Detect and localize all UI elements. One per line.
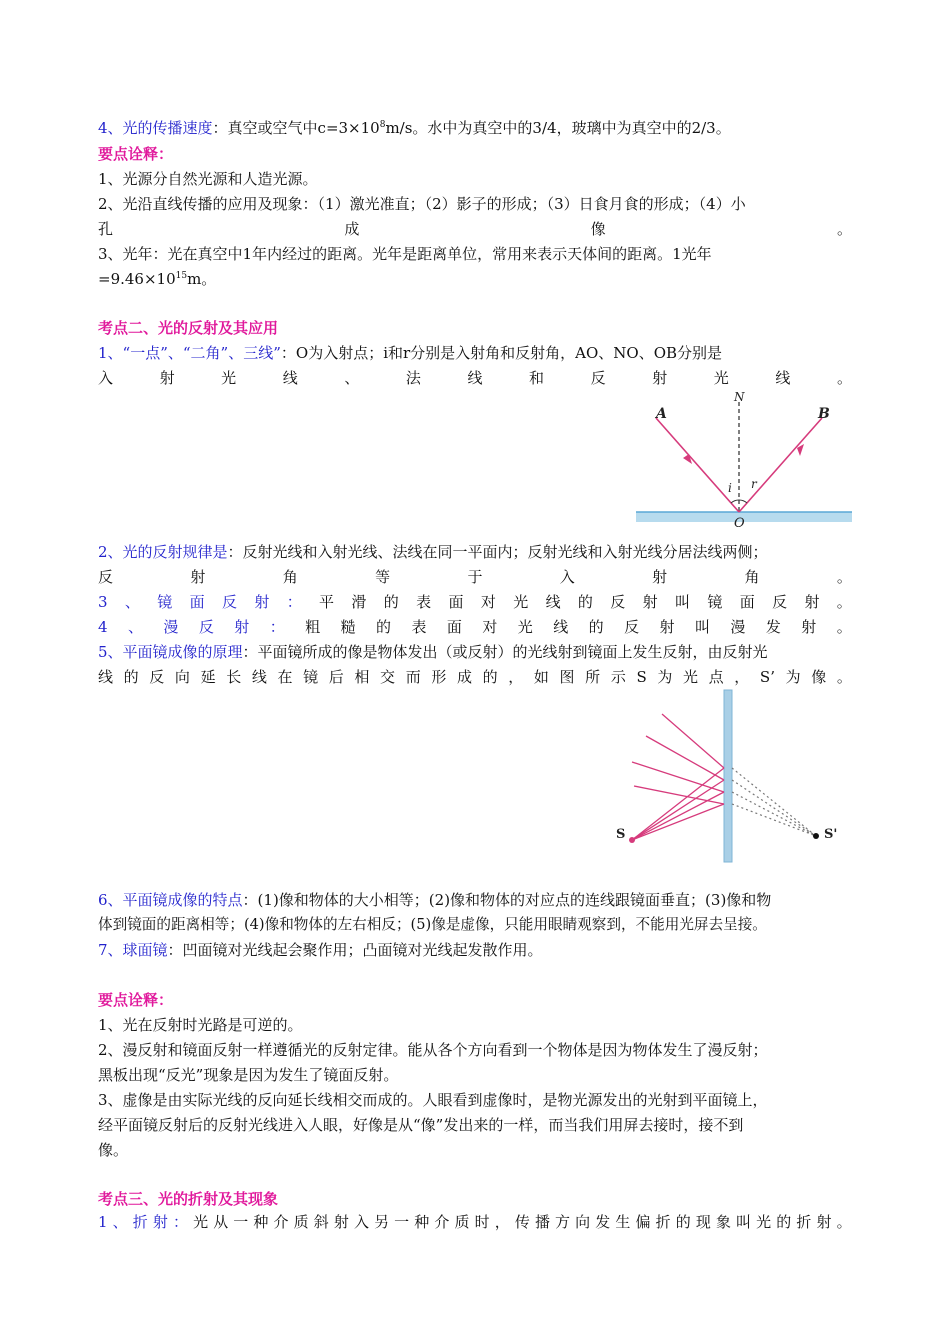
word: 法 xyxy=(405,369,421,387)
sec2-p5 xyxy=(98,640,852,664)
label-B: B xyxy=(818,406,830,422)
word: 。 xyxy=(836,369,852,387)
word: 的 xyxy=(588,618,604,636)
word: 射 xyxy=(659,618,675,636)
word: 发 xyxy=(765,618,781,636)
word: 入 xyxy=(353,1213,369,1231)
sec2-p2b xyxy=(98,565,852,589)
sec2-p1b xyxy=(98,366,852,390)
reflected-ray xyxy=(739,418,822,512)
note1-line1: 1、光源分自然光源和人造光源。 xyxy=(98,170,318,188)
word: 折 xyxy=(132,1213,148,1231)
word: 延 xyxy=(200,668,216,686)
note1-heading: 要点诠释： xyxy=(98,145,174,163)
word: 后 xyxy=(328,668,344,686)
word: 射 xyxy=(159,369,175,387)
virtual-rays xyxy=(732,768,816,836)
sec2-p1-label: 1、“一点”、“二角”、三线” xyxy=(98,344,281,362)
word: 成 xyxy=(456,668,472,686)
word: 面 xyxy=(189,593,205,611)
word: 和 xyxy=(529,369,545,387)
sec2-p2 xyxy=(98,540,852,564)
sec2-p5b xyxy=(98,665,852,689)
section2-title: 考点二、光的反射及其应用 xyxy=(98,319,279,337)
word: 线 xyxy=(775,369,791,387)
word: 叫 xyxy=(675,593,691,611)
word: 示 xyxy=(610,668,626,686)
word: 光 xyxy=(517,618,533,636)
virt-2 xyxy=(732,780,816,836)
word: 反 xyxy=(610,593,626,611)
word: 向 xyxy=(174,668,190,686)
word: 斜 xyxy=(313,1213,329,1231)
image-point xyxy=(813,833,819,839)
word: 线 xyxy=(467,369,483,387)
sec2-p2-label: 2、光的反射规律是 xyxy=(98,543,228,561)
sec2-p1 xyxy=(98,341,852,365)
word: 射 xyxy=(652,369,668,387)
ray-3 xyxy=(632,792,724,840)
word: 光 xyxy=(756,1213,772,1231)
word: 面 xyxy=(739,593,755,611)
word: 一 xyxy=(233,1213,249,1231)
note1-line3: 3、光年：光在真空中1年内经过的距离。光年是距离单位，常用来表示天体间的距离。1光年 xyxy=(98,245,712,263)
word: 4 xyxy=(98,618,108,636)
word: 等 xyxy=(375,568,391,586)
word: ， xyxy=(494,1213,510,1231)
word: 长 xyxy=(226,668,242,686)
sec2-p7-label: 7、球面镜 xyxy=(98,941,168,959)
word: 漫 xyxy=(163,618,179,636)
word: 、 xyxy=(344,369,360,387)
word: 线 xyxy=(282,369,298,387)
word: 表 xyxy=(411,618,427,636)
word: 1 xyxy=(98,1213,108,1231)
speed-text-b: m/s。水中为真空中的3/4，玻璃中为真空中的2/3。 xyxy=(385,119,731,137)
word: 另 xyxy=(374,1213,390,1231)
word: 的 xyxy=(376,618,392,636)
note1-line2b xyxy=(98,217,852,241)
word: 对 xyxy=(480,593,496,611)
word: 、 xyxy=(112,1213,128,1231)
word: 射 xyxy=(190,568,206,586)
word: 生 xyxy=(615,1213,631,1231)
note2-line1: 1、光在反射时光路是可逆的。 xyxy=(98,1016,303,1034)
speed-text-a: ：真空或空气中c=3×10 xyxy=(212,119,380,137)
word: 传 xyxy=(514,1213,530,1231)
word: 介 xyxy=(434,1213,450,1231)
source-point xyxy=(629,837,635,843)
word: 反 xyxy=(221,593,237,611)
word: 。 xyxy=(836,220,852,238)
note2-line2: 2、漫反射和镜面反射一样遵循光的反射定律。能从各个方向看到一个物体是因为物体发生了漫反射； xyxy=(98,1041,768,1059)
word: 的 xyxy=(123,668,139,686)
label-r: r xyxy=(751,477,757,491)
word: 射 xyxy=(804,593,820,611)
word: 向 xyxy=(575,1213,591,1231)
word: 镜 xyxy=(157,593,173,611)
lightyear-value: =9.46×10 xyxy=(98,270,176,288)
virt-1 xyxy=(732,768,816,836)
word: 光 xyxy=(193,1213,209,1231)
word: 射 xyxy=(152,1213,168,1231)
speed-sup: 8 xyxy=(379,120,386,130)
label-S: S xyxy=(616,827,626,842)
word: 像 xyxy=(811,668,827,686)
plane-mirror xyxy=(724,690,732,862)
word: 折 xyxy=(796,1213,812,1231)
word: 为 xyxy=(657,668,673,686)
sec2-p6b: 体到镜面的距离相等；(4)像和物体的左右相反；(5)像是虚像，只能用眼睛观察到，不能用光屏去呈接。 xyxy=(98,916,767,933)
word: 镜 xyxy=(707,593,723,611)
word: 孔 xyxy=(98,220,114,238)
note2-line2b: 黑板出现“反光”现象是因为发生了镜面反射。 xyxy=(98,1066,399,1084)
note1-line3b xyxy=(98,267,852,291)
word: 而 xyxy=(405,668,421,686)
ray-1 xyxy=(632,768,724,840)
word: ： xyxy=(286,593,302,611)
incident-rays xyxy=(632,768,724,840)
note2-line3: 3、虚像是由实际光线的反向延长线相交而成的。人眼看到虚像时，是物光源发出的光射到平面镜上， xyxy=(98,1091,768,1109)
reflected-rays xyxy=(632,714,724,804)
sec2-p5-label: 5、平面镜成像的原理 xyxy=(98,643,243,661)
word: 反 xyxy=(590,369,606,387)
word: 光 xyxy=(221,369,237,387)
word: 质 xyxy=(293,1213,309,1231)
word: 的 xyxy=(675,1213,691,1231)
word: 。 xyxy=(836,668,852,686)
word: 在 xyxy=(277,668,293,686)
word: 射 xyxy=(816,1213,832,1231)
word: 叫 xyxy=(694,618,710,636)
word: 线 xyxy=(98,668,114,686)
word: 。 xyxy=(836,568,852,586)
word: ， xyxy=(508,668,524,686)
word: 折 xyxy=(655,1213,671,1231)
virt-4 xyxy=(732,804,816,836)
sec2-p6 xyxy=(98,888,852,912)
word: 射 xyxy=(642,593,658,611)
word: 于 xyxy=(467,568,483,586)
label-O: O xyxy=(734,516,745,530)
word: S’ xyxy=(759,668,775,686)
word: 线 xyxy=(251,668,267,686)
word: 时 xyxy=(474,1213,490,1231)
word: 线 xyxy=(553,618,569,636)
word: 发 xyxy=(595,1213,611,1231)
word: 漫 xyxy=(730,618,746,636)
refl-1 xyxy=(662,714,724,768)
word: 像 xyxy=(590,220,606,238)
sec2-p3 xyxy=(98,590,852,614)
label-S-image: S' xyxy=(824,827,838,842)
sec2-p6-text: ：(1)像和物体的大小相等；(2)像和物体的对应点的连线跟镜面垂直；(3)像和物 xyxy=(242,891,772,909)
word: 偏 xyxy=(635,1213,651,1231)
word: 现 xyxy=(695,1213,711,1231)
angle-r-arc xyxy=(739,500,747,503)
note2-line3c: 像。 xyxy=(98,1141,129,1159)
word: 方 xyxy=(555,1213,571,1231)
word: 射 xyxy=(652,568,668,586)
section3-title: 考点三、光的折射及其现象 xyxy=(98,1190,279,1208)
word: 线 xyxy=(545,593,561,611)
word: 如 xyxy=(533,668,549,686)
sec2-p6-label: 6、平面镜成像的特点 xyxy=(98,891,243,909)
angle-i-arc xyxy=(731,500,739,503)
word: 种 xyxy=(414,1213,430,1231)
sec2-p1-text: ：O为入射点；i和r分别是入射角和反射角，AO、NO、OB分别是 xyxy=(280,344,723,362)
note2-heading: 要点诠释： xyxy=(98,991,174,1009)
word: 反 xyxy=(624,618,640,636)
word: 面 xyxy=(448,593,464,611)
word: 从 xyxy=(213,1213,229,1231)
word: 射 xyxy=(254,593,270,611)
sec3-p1 xyxy=(98,1210,852,1234)
reflection-diagram xyxy=(634,388,854,530)
word: 光 xyxy=(683,668,699,686)
word: 入 xyxy=(98,369,114,387)
sec2-p7 xyxy=(98,938,852,962)
sec2-p7-text: ：凹面镜对光线起会聚作用；凸面镜对光线起发散作用。 xyxy=(167,941,543,959)
word: 对 xyxy=(482,618,498,636)
word: 反 xyxy=(198,618,214,636)
virt-3 xyxy=(732,792,816,836)
word: 光 xyxy=(713,369,729,387)
word: 糙 xyxy=(340,618,356,636)
lightyear-unit: m。 xyxy=(187,270,217,288)
incident-ray xyxy=(656,418,739,512)
word: 种 xyxy=(253,1213,269,1231)
word: 交 xyxy=(380,668,396,686)
word: 叫 xyxy=(736,1213,752,1231)
word: ： xyxy=(172,1213,188,1231)
word: 角 xyxy=(282,568,298,586)
sec2-p5-text: ：平面镜所成的像是物体发出（或反射）的光线射到镜面上发生反射，由反射光 xyxy=(242,643,768,661)
label-i: i xyxy=(728,481,732,495)
label-N: N xyxy=(734,390,745,404)
word: 的 xyxy=(383,593,399,611)
sec2-p2-text: ：反射光线和入射光线、法线在同一平面内；反射光线和入射光线分居法线两侧； xyxy=(227,543,768,561)
word: 为 xyxy=(785,668,801,686)
word: 光 xyxy=(513,593,529,611)
word: 点 xyxy=(708,668,724,686)
word: ， xyxy=(734,668,750,686)
word: 角 xyxy=(744,568,760,586)
word: 的 xyxy=(482,668,498,686)
word: 质 xyxy=(454,1213,470,1231)
note1-line2: 2、光沿直线传播的应用及现象：（1）激光准直；（2）影子的形成；（3）日食月食的形成；（4）小 xyxy=(98,195,746,213)
word: 3 xyxy=(98,593,108,611)
word: 、 xyxy=(127,618,143,636)
word: 射 xyxy=(234,618,250,636)
word: 表 xyxy=(416,593,432,611)
word: 。 xyxy=(836,618,852,636)
note2-line3b: 经平面镜反射后的反射光线进入人眼，好像是从“像”发出来的一样，而当我们用屏去接时，接不到 xyxy=(98,1116,744,1134)
speed-line xyxy=(98,116,852,140)
word: 的 xyxy=(577,593,593,611)
word: ： xyxy=(269,618,285,636)
word: 。 xyxy=(836,1213,852,1231)
word: 相 xyxy=(354,668,370,686)
word: 所 xyxy=(585,668,601,686)
word: 一 xyxy=(394,1213,410,1231)
word: 图 xyxy=(559,668,575,686)
incident-arrow xyxy=(683,454,692,464)
word: 、 xyxy=(124,593,140,611)
word: 平 xyxy=(319,593,335,611)
lightyear-sup: 15 xyxy=(175,271,188,281)
word: 象 xyxy=(715,1213,731,1231)
word: 形 xyxy=(431,668,447,686)
word: 反 xyxy=(772,593,788,611)
word: 射 xyxy=(801,618,817,636)
word: 的 xyxy=(776,1213,792,1231)
word: 。 xyxy=(836,593,852,611)
word: 播 xyxy=(534,1213,550,1231)
word: 成 xyxy=(344,220,360,238)
word: 粗 xyxy=(305,618,321,636)
word: 反 xyxy=(98,568,114,586)
word: 镜 xyxy=(303,668,319,686)
refl-3 xyxy=(632,762,724,792)
word: 入 xyxy=(559,568,575,586)
word: 介 xyxy=(273,1213,289,1231)
word: 面 xyxy=(446,618,462,636)
word: S xyxy=(636,668,647,686)
speed-label: 4、光的传播速度 xyxy=(98,119,213,137)
word: 滑 xyxy=(351,593,367,611)
label-A: A xyxy=(656,406,667,422)
sec2-p4 xyxy=(98,615,852,639)
word: 反 xyxy=(149,668,165,686)
word: 射 xyxy=(333,1213,349,1231)
plane-mirror-diagram xyxy=(612,688,852,868)
